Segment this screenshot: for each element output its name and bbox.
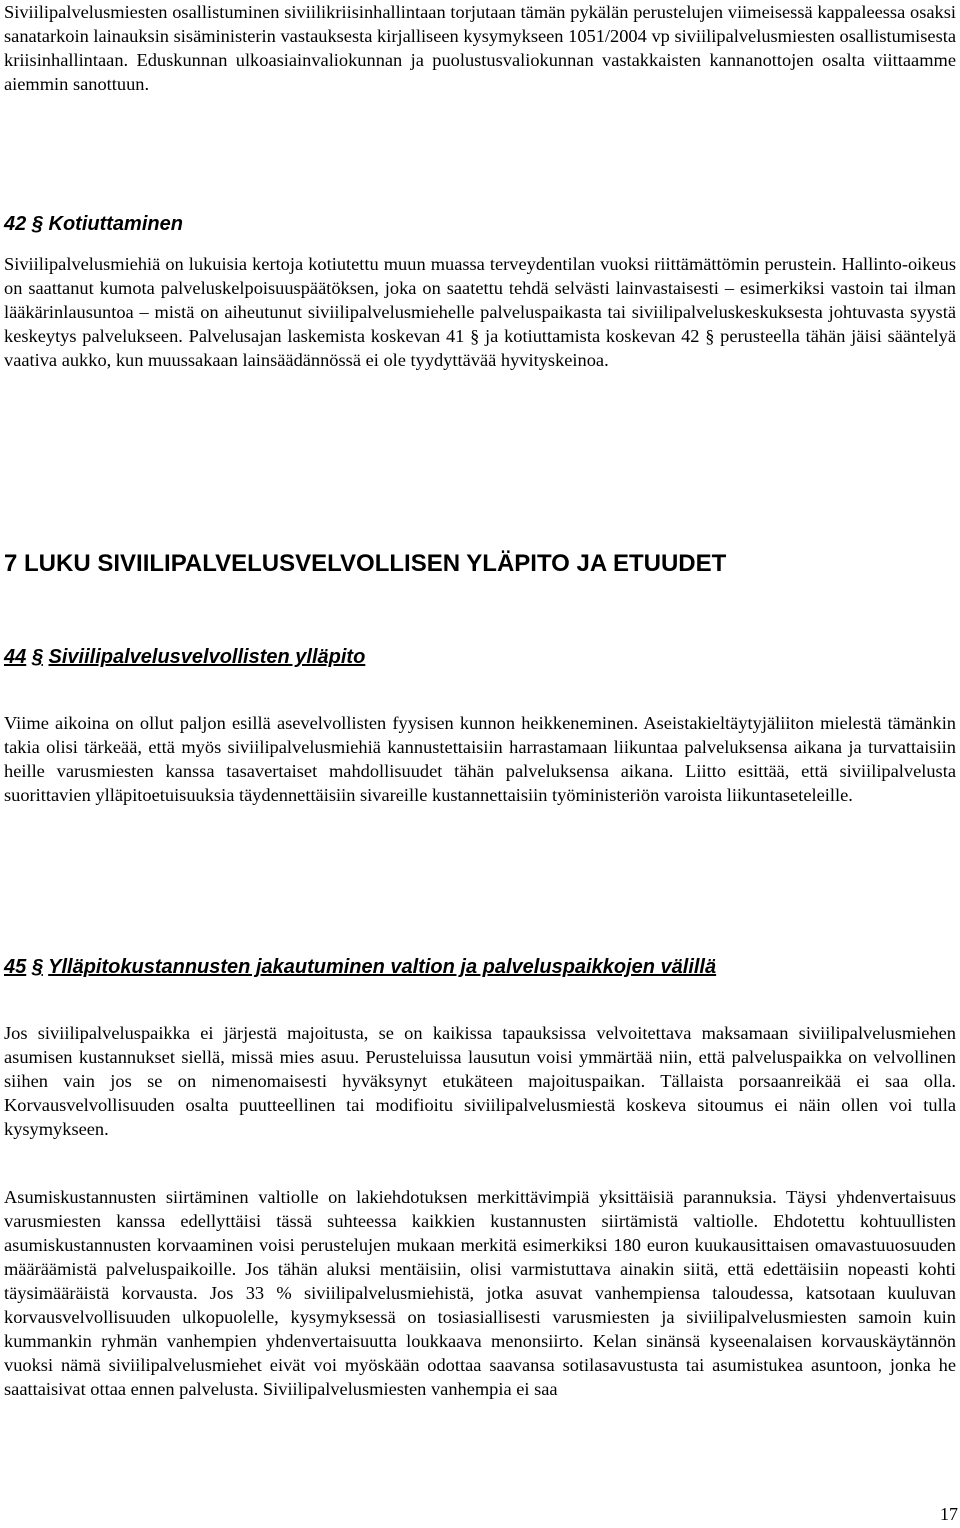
chapter-7-heading: 7 LUKU SIVIILIPALVELUSVELVOLLISEN YLÄPITO JA ETUUDET: [4, 550, 727, 577]
intro-paragraph: Siviilipalvelusmiesten osallistuminen siviilikriisinhallintaan torjutaan tämän pykälän perustelujen viimeisessä kappaleessa osaksi sanatarkoin lainauksin sisäministerin vastauksesta kirjalliseen kysymykseen 1051/2004 vp siviilipalvelusmiesten osallistumisesta kriisinhallintaan. Eduskunnan ulkoasiainvaliokunnan ja puolustusvaliokunnan vastakkaisten kannanottojen osalta viittaamme aiemmin sanottuun.: [4, 2, 956, 94]
section-42-heading: [4, 212, 183, 236]
section-42-paragraph: Siviilipalvelusmiehiä on lukuisia kertoja kotiutettu muun muassa terveydentilan vuoksi riittämättömin perustein. Hallinto-oikeus on saattanut kumota palveluskelpoisuuspäätöksen, joka on saatettu tehdä selvästi lainvastaisesti – esimerkiksi vastoin tai ilman lääkärinlausuntoa – mistä on aiheutunut siviilipalvelusmiehelle palveluspaikasta tai siviilipalveluskeskuksesta johtuvasta syystä keskeytys palvelukseen. Palvelusajan laskemista koskevan 41 § ja kotiuttamista koskevan 42 § perusteella tähän jäisi sääntelyä vaativa aukko, kun muussakaan lainsäädännössä ei ole tyydyttävää hyvityskeinoa.: [4, 254, 956, 370]
section-45-heading: [4, 955, 716, 979]
page-number: 17: [940, 1504, 958, 1524]
section-42-number: 42: [4, 213, 27, 235]
section-44-paragraph: Viime aikoina on ollut paljon esillä asevelvollisten fyysisen kunnon heikkeneminen. Aseistakieltäytyjäliiton mielestä tämänkin takia olisi tärkeää, että myös siviilipalvelusmiehiä kannustettaisiin harrastamaan liikuntaa palveluksensa aikana ja turvattaisiin heille varusmiesten kanssa tasavertaiset mahdollisuudet tähän palveluksensa aikana. Liitto esittää, että siviilipalvelusta suorittavien ylläpitoetuisuuksia täydennettäisiin sivareille kustannettaisiin työministeriön varoista liikuntaseteleille.: [4, 713, 956, 805]
section-42-title: Kotiuttaminen: [48, 213, 183, 235]
section-symbol: §: [31, 646, 43, 668]
section-symbol: §: [31, 956, 43, 978]
section-44-heading: [4, 645, 365, 669]
section-45-paragraph-1: Jos siviilipalveluspaikka ei järjestä majoitusta, se on kaikissa tapauksissa velvoitettava maksamaan siviilipalvelusmiehen asumisen kustannukset siellä, missä mies asuu. Perusteluissa lausutun voisi ymmärtää niin, että palveluspaikka on velvollinen siihen vain jos se on nimenomaisesti hyväksynyt etukäteen majoituspaikan. Tällaista porsaanreikää ei saa olla. Korvausvelvollisuuden osalta puutteellinen tai modifioitu siviilipalvelusmiestä koskeva sitoumus ei näin ollen voi tulla kysymykseen.: [4, 1023, 956, 1139]
section-45-paragraph-2: Asumiskustannusten siirtäminen valtiolle on lakiehdotuksen merkittävimpiä yksittäisiä parannuksia. Täysi yhdenvertaisuus varusmiesten kanssa edellyttäisi tässä suhteessa kaikkien kustannusten siirtämistä valtiolle. Ehdotettu kohtuullisten asumiskustannusten korvaaminen voisi perustelujen mukaan merkitä esimerkiksi 180 euron kuukausittaisen omavastuuosuuden määräämistä palveluspaikoille. Jos tähän aluksi mentäisiin, olisi varmistuttava ainakin siitä, että edettäisiin nopeasti kohti täysimääräistä korvausta. Jos 33 % siviilipalvelusmiehistä, jotka asuvat vanhempiensa taloudessa, katsotaan kuuluvan korvausvelvollisuuden ulkopuolelle, kysymyksessä on tosiasiallisesti varusmiesten ja siviilipalvelusmiesten samoin kuin kummankin ryhmän vanhempien yhdenvertaisuutta loukkaava menonsiirto. Kelan sinänsä kyseenalaisen korvauskäytännön vuoksi nämä siviilipalvelusmiehet eivät voi myöskään odottaa saavansa sotilasavustusta tai asumistukea asuntoon, jonka he saattaisivat ottaa ennen palvelusta. Siviilipalvelusmiesten vanhempia ei saa: [4, 1187, 956, 1399]
section-symbol: §: [31, 213, 43, 235]
section-45-number: 45: [4, 956, 27, 978]
section-44-number: 44: [4, 646, 27, 668]
section-44-title: Siviilipalvelusvelvollisten ylläpito: [48, 646, 366, 668]
section-45-title: Ylläpitokustannusten jakautuminen valtion ja palveluspaikkojen välillä: [48, 956, 717, 978]
